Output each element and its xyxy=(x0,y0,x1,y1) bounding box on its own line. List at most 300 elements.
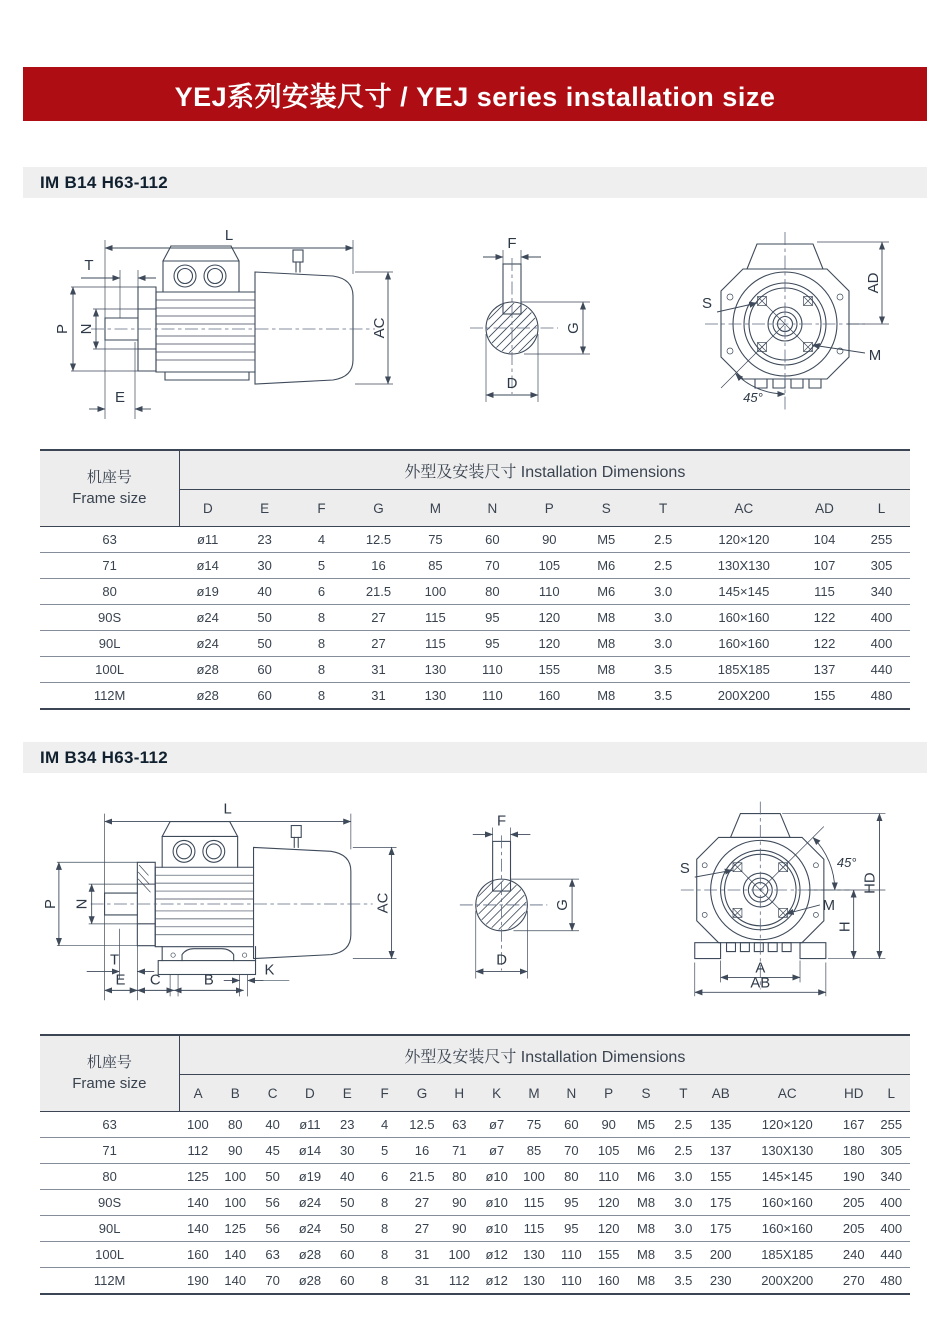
dimension-cell: M8 xyxy=(627,1242,664,1268)
dim-label-m: M xyxy=(822,897,835,914)
dimension-cell: 90 xyxy=(441,1216,478,1242)
frame-size-cell: 90L xyxy=(40,1216,179,1242)
dimension-cell: 60 xyxy=(236,657,293,683)
dimension-cell: 71 xyxy=(441,1138,478,1164)
dimension-cell: 8 xyxy=(366,1216,403,1242)
dimension-cell: 12.5 xyxy=(403,1112,440,1138)
dimension-cell: ø14 xyxy=(291,1138,328,1164)
dimension-cell: 115 xyxy=(407,605,464,631)
frame-size-cell: 80 xyxy=(40,1164,179,1190)
frame-size-cell: 112M xyxy=(93,688,126,703)
dimension-cell: 135 xyxy=(702,1112,739,1138)
dimension-cell: 63 xyxy=(254,1242,291,1268)
dimension-cell: 31 xyxy=(371,688,386,703)
dimension-cell: 8 xyxy=(366,1190,403,1216)
dimension-cell: 27 xyxy=(350,631,407,657)
dim-label-a: A xyxy=(755,960,765,977)
dimension-cell: 185X185 xyxy=(692,657,796,683)
dimension-cell: 137 xyxy=(796,657,853,683)
dimension-cell: 100 xyxy=(441,1242,478,1268)
installation-dimensions-header: 外型及安装尺寸 Installation Dimensions xyxy=(179,1035,910,1075)
dimension-cell: 122 xyxy=(796,631,853,657)
dim-label-ac: AC xyxy=(371,317,388,339)
dimension-cell: 3.0 xyxy=(635,579,692,605)
dimension-cell: M6 xyxy=(627,1164,664,1190)
frame-size-cell: 112M xyxy=(93,1273,126,1288)
dim-label-t: T xyxy=(109,952,120,969)
dimension-cell: 60 xyxy=(553,1112,590,1138)
dimension-cell: 75 xyxy=(407,527,464,553)
dimension-cell: ø11 xyxy=(291,1112,328,1138)
dimension-cell: 56 xyxy=(254,1190,291,1216)
dimension-cell: 5 xyxy=(293,553,350,579)
dim-label-k: K xyxy=(264,962,275,979)
dimension-cell: 200 xyxy=(702,1242,739,1268)
dimension-cell: 8 xyxy=(293,657,350,683)
drawing-b14-front-view xyxy=(677,212,907,422)
dimension-cell: 137 xyxy=(702,1138,739,1164)
dimension-cell: 85 xyxy=(515,1138,552,1164)
section-heading-bar xyxy=(23,742,927,773)
column-header-ac: AC xyxy=(739,1075,835,1112)
dimension-cell: 8 xyxy=(293,631,350,657)
dimension-cell: 400 xyxy=(853,631,910,657)
table-b14-wrap xyxy=(40,449,910,710)
dim-label-hd: HD xyxy=(862,872,879,894)
column-header-a: A xyxy=(179,1075,216,1112)
dimension-cell: 145×145 xyxy=(692,579,796,605)
dimension-cell: 95 xyxy=(464,631,521,657)
column-header-k: K xyxy=(478,1075,515,1112)
dimension-cell: ø24 xyxy=(291,1190,328,1216)
dimension-cell: 2.5 xyxy=(665,1138,702,1164)
dimension-cell: 110 xyxy=(481,688,503,703)
dimension-cell: 110 xyxy=(553,1242,590,1268)
dimension-cell: ø28 xyxy=(291,1242,328,1268)
dimension-cell: 155 xyxy=(702,1164,739,1190)
dimension-cell: 100 xyxy=(407,579,464,605)
column-header-m: M xyxy=(515,1075,552,1112)
dimension-cell: 205 xyxy=(835,1190,872,1216)
dimension-cell: 400 xyxy=(872,1190,910,1216)
dimension-cell: 100 xyxy=(515,1164,552,1190)
drawing-b34-front-view xyxy=(659,785,907,1005)
drawings-b34 xyxy=(43,779,907,1024)
dimension-cell: 40 xyxy=(254,1112,291,1138)
frame-size-cell: 63 xyxy=(40,1112,179,1138)
table-row xyxy=(40,683,910,710)
column-header-e: E xyxy=(329,1075,366,1112)
section-heading: IM B34 H63-112 xyxy=(40,747,168,767)
dimension-cell: 56 xyxy=(254,1216,291,1242)
dimension-cell: 130X130 xyxy=(739,1138,835,1164)
column-header-c: C xyxy=(254,1075,291,1112)
column-header-f: F xyxy=(366,1075,403,1112)
dimension-cell: ø19 xyxy=(291,1164,328,1190)
column-header-n: N xyxy=(553,1075,590,1112)
dim-label-m: M xyxy=(868,347,882,364)
dimension-cell: 31 xyxy=(403,1242,440,1268)
page-title-banner xyxy=(23,67,927,121)
dimension-cell: 340 xyxy=(853,579,910,605)
dimension-cell: 110 xyxy=(521,579,578,605)
dimension-cell: 50 xyxy=(329,1190,366,1216)
dimension-cell: ø11 xyxy=(179,527,236,553)
frame-size-cell: 71 xyxy=(40,1138,179,1164)
dimension-cell: 120 xyxy=(521,605,578,631)
dimension-cell: 95 xyxy=(553,1216,590,1242)
dim-label-e: E xyxy=(115,972,126,989)
dimension-cell: 190 xyxy=(835,1164,872,1190)
dimension-cell: 70 xyxy=(265,1273,280,1288)
dimension-cell: 105 xyxy=(521,553,578,579)
section-im-b14 xyxy=(23,167,927,710)
dimension-cell: 2.5 xyxy=(635,527,692,553)
drawing-b34-side-view xyxy=(43,779,440,1024)
dimension-cell: 6 xyxy=(293,579,350,605)
dimension-cell: 115 xyxy=(407,631,464,657)
dimension-cell: 160×160 xyxy=(739,1190,835,1216)
dimension-cell: 110 xyxy=(560,1273,582,1288)
table-row xyxy=(40,1268,910,1295)
dimension-cell: ø10 xyxy=(478,1190,515,1216)
dimension-cell: 200X200 xyxy=(717,688,770,703)
column-header-s: S xyxy=(627,1075,664,1112)
dimension-cell: 8 xyxy=(293,605,350,631)
dimension-cell: 80 xyxy=(217,1112,254,1138)
column-header-ad: AD xyxy=(796,490,853,527)
dimension-cell: 115 xyxy=(796,579,853,605)
dim-label-s: S xyxy=(679,861,690,878)
dimension-cell: 122 xyxy=(796,605,853,631)
dimensions-table-b34 xyxy=(40,1034,910,1295)
dimension-cell: M8 xyxy=(578,605,635,631)
dimension-cell: 4 xyxy=(293,527,350,553)
dim-label-g: G xyxy=(565,322,582,334)
dimension-cell: 27 xyxy=(350,605,407,631)
column-header-f: F xyxy=(293,490,350,527)
dimension-cell: ø12 xyxy=(478,1242,515,1268)
installation-dimensions-header: 外型及安装尺寸 Installation Dimensions xyxy=(179,450,910,490)
dimension-cell: 95 xyxy=(553,1190,590,1216)
dim-label-f: F xyxy=(507,235,517,252)
table-row xyxy=(40,1138,910,1164)
table-row xyxy=(40,1112,910,1138)
dimension-cell: 5 xyxy=(366,1138,403,1164)
page-title: YEJ系列安装尺寸 / YEJ series installation size xyxy=(174,81,776,112)
dimension-cell: 50 xyxy=(236,631,293,657)
column-header-d: D xyxy=(291,1075,328,1112)
dimension-cell: 75 xyxy=(515,1112,552,1138)
dimension-cell: 185X185 xyxy=(739,1242,835,1268)
dimension-cell: 160 xyxy=(538,688,561,703)
column-header-t: T xyxy=(665,1075,702,1112)
dimension-cell: 40 xyxy=(236,579,293,605)
dimension-cell: 70 xyxy=(553,1138,590,1164)
dimension-cell: 160 xyxy=(179,1242,216,1268)
dimension-cell: 155 xyxy=(813,688,836,703)
dimension-cell: 16 xyxy=(350,553,407,579)
dimension-cell: ø19 xyxy=(179,579,236,605)
dimension-cell: 130 xyxy=(523,1273,545,1288)
dimension-cell: M8 xyxy=(578,631,635,657)
dimension-cell: 160×160 xyxy=(692,605,796,631)
dimension-cell: 30 xyxy=(236,553,293,579)
column-header-t: T xyxy=(635,490,692,527)
dimension-cell: 90 xyxy=(441,1190,478,1216)
dimension-cell: 3.5 xyxy=(665,1242,702,1268)
dimension-cell: 440 xyxy=(853,657,910,683)
dimension-cell: M8 xyxy=(627,1190,664,1216)
column-header-h: H xyxy=(441,1075,478,1112)
dimension-cell: 70 xyxy=(464,553,521,579)
dimension-cell: 140 xyxy=(224,1273,247,1288)
dimension-cell: 85 xyxy=(407,553,464,579)
dim-label-s: S xyxy=(701,295,713,312)
table-row xyxy=(40,1190,910,1216)
frame-size-cell: 63 xyxy=(40,527,179,553)
dimension-cell: 100 xyxy=(217,1164,254,1190)
dimension-cell: 4 xyxy=(366,1112,403,1138)
table-row xyxy=(40,605,910,631)
dim-label-p: P xyxy=(43,899,59,909)
dimension-cell: 480 xyxy=(880,1273,903,1288)
dimension-cell: 8 xyxy=(366,1242,403,1268)
dimension-cell: 31 xyxy=(350,657,407,683)
dimension-cell: M5 xyxy=(578,527,635,553)
dimension-cell: 110 xyxy=(590,1164,627,1190)
dimension-cell: 3.5 xyxy=(674,1273,693,1288)
dimension-cell: 205 xyxy=(835,1216,872,1242)
table-row xyxy=(40,1216,910,1242)
dimension-cell: 200X200 xyxy=(761,1273,814,1288)
dimension-cell: 27 xyxy=(403,1190,440,1216)
dimension-cell: 140 xyxy=(217,1242,254,1268)
dimension-cell: M6 xyxy=(578,579,635,605)
dimension-cell: 400 xyxy=(872,1216,910,1242)
dimension-cell: 145×145 xyxy=(739,1164,835,1190)
column-header-n: N xyxy=(464,490,521,527)
dimension-cell: 3.0 xyxy=(635,605,692,631)
column-header-ac: AC xyxy=(692,490,796,527)
dimension-cell: 60 xyxy=(257,688,272,703)
column-header-b: B xyxy=(217,1075,254,1112)
dimension-cell: M5 xyxy=(627,1112,664,1138)
section-heading-bar xyxy=(23,167,927,198)
dim-label-ab: AB xyxy=(750,975,770,992)
dimension-cell: 30 xyxy=(329,1138,366,1164)
dimension-cell: 112 xyxy=(448,1273,470,1288)
dimension-cell: 400 xyxy=(853,605,910,631)
dimension-cell: 140 xyxy=(179,1190,216,1216)
dimension-cell: 104 xyxy=(796,527,853,553)
column-header-g: G xyxy=(350,490,407,527)
dimension-cell: 50 xyxy=(329,1216,366,1242)
dimension-cell: 16 xyxy=(403,1138,440,1164)
column-header-g: G xyxy=(403,1075,440,1112)
dimension-cell: 31 xyxy=(414,1273,430,1288)
frame-size-cell: 90S xyxy=(40,605,179,631)
frame-size-header: 机座号 Frame size xyxy=(40,450,179,527)
dim-label-t: T xyxy=(84,257,94,274)
dimension-cell: 80 xyxy=(441,1164,478,1190)
dimension-cell: ø12 xyxy=(485,1273,508,1288)
dim-label-d: D xyxy=(496,952,508,969)
dimensions-table-b14 xyxy=(40,449,910,710)
dimension-cell: ø14 xyxy=(179,553,236,579)
dimension-cell: 340 xyxy=(872,1164,910,1190)
dimension-cell: ø7 xyxy=(478,1138,515,1164)
column-header-hd: HD xyxy=(835,1075,872,1112)
column-header-s: S xyxy=(578,490,635,527)
dimension-cell: 230 xyxy=(709,1273,732,1288)
table-row xyxy=(40,1164,910,1190)
dimension-cell: 90 xyxy=(521,527,578,553)
dim-label-c: C xyxy=(149,972,161,989)
drawing-b14-side-view xyxy=(43,204,443,439)
frame-size-cell: 90S xyxy=(40,1190,179,1216)
table-row xyxy=(40,657,910,683)
column-header-e: E xyxy=(236,490,293,527)
dimension-cell: ø28 xyxy=(179,657,236,683)
dimension-cell: 2.5 xyxy=(635,553,692,579)
dimension-cell: 60 xyxy=(340,1273,355,1288)
dimension-cell: M6 xyxy=(578,553,635,579)
dimension-cell: 12.5 xyxy=(350,527,407,553)
dimension-cell: 21.5 xyxy=(350,579,407,605)
dimension-cell: 23 xyxy=(236,527,293,553)
dimension-cell: ø10 xyxy=(478,1216,515,1242)
dimension-cell: 175 xyxy=(702,1190,739,1216)
dimension-cell: 167 xyxy=(835,1112,872,1138)
dim-label-p: P xyxy=(54,323,71,335)
dimension-cell: 105 xyxy=(590,1138,627,1164)
drawing-b34-shaft-section xyxy=(440,793,658,1003)
dimension-cell: 125 xyxy=(179,1164,216,1190)
dim-label-n: N xyxy=(78,323,95,335)
table-row xyxy=(40,527,910,553)
dimension-cell: 130X130 xyxy=(692,553,796,579)
angle-label: 45° xyxy=(836,855,857,871)
dimension-cell: ø10 xyxy=(478,1164,515,1190)
dimension-cell: 120×120 xyxy=(692,527,796,553)
dimension-cell: 21.5 xyxy=(403,1164,440,1190)
drawings-b14 xyxy=(43,204,907,439)
column-header-p: P xyxy=(521,490,578,527)
dimension-cell: M6 xyxy=(627,1138,664,1164)
dimension-cell: 112 xyxy=(179,1138,216,1164)
dimension-cell: 60 xyxy=(464,527,521,553)
dimension-cell: M8 xyxy=(597,688,616,703)
dimension-cell: 480 xyxy=(870,688,893,703)
table-b34-wrap xyxy=(40,1034,910,1295)
section-im-b34 xyxy=(23,742,927,1295)
dim-label-f: F xyxy=(497,813,507,830)
dim-label-ac: AC xyxy=(375,892,392,914)
dimension-cell: 8 xyxy=(317,688,326,703)
dim-label-b: B xyxy=(203,972,214,989)
dimension-cell: 120 xyxy=(521,631,578,657)
dimension-cell: 45 xyxy=(254,1138,291,1164)
dimension-cell: 180 xyxy=(835,1138,872,1164)
dimension-cell: ø24 xyxy=(291,1216,328,1242)
dimension-cell: 90 xyxy=(217,1138,254,1164)
column-header-l: L xyxy=(853,490,910,527)
dim-label-g: G xyxy=(555,899,572,911)
dimension-cell: 115 xyxy=(515,1216,552,1242)
dimension-cell: ø28 xyxy=(298,1273,322,1288)
dimension-cell: M8 xyxy=(636,1273,656,1288)
dimension-cell: ø28 xyxy=(196,688,219,703)
frame-size-cell: 80 xyxy=(40,579,179,605)
dimension-cell: 130 xyxy=(407,657,464,683)
dim-label-l: L xyxy=(223,801,232,818)
dimension-cell: 160×160 xyxy=(692,631,796,657)
column-header-d: D xyxy=(179,490,236,527)
dimension-cell: 3.0 xyxy=(635,631,692,657)
frame-size-cell: 71 xyxy=(40,553,179,579)
dimension-cell: M8 xyxy=(627,1216,664,1242)
dimension-cell: 6 xyxy=(366,1164,403,1190)
dimension-cell: 240 xyxy=(835,1242,872,1268)
dimension-cell: 3.0 xyxy=(665,1190,702,1216)
dimension-cell: 270 xyxy=(842,1273,865,1288)
column-header-l: L xyxy=(872,1075,910,1112)
dimension-cell: 8 xyxy=(380,1273,389,1288)
table-row xyxy=(40,631,910,657)
dimension-cell: 190 xyxy=(187,1273,209,1288)
dimension-cell: 80 xyxy=(464,579,521,605)
dim-label-l: L xyxy=(224,227,234,244)
dimension-cell: 120 xyxy=(590,1190,627,1216)
dimension-cell: ø24 xyxy=(179,631,236,657)
table-row xyxy=(40,1242,910,1268)
dimension-cell: 100 xyxy=(217,1190,254,1216)
dimension-cell: 115 xyxy=(515,1190,552,1216)
dimension-cell: 50 xyxy=(254,1164,291,1190)
drawing-b14-shaft-section xyxy=(450,216,670,426)
dim-label-e: E xyxy=(114,389,126,406)
dimension-cell: 3.0 xyxy=(665,1216,702,1242)
dimension-cell: 305 xyxy=(872,1138,910,1164)
dimension-cell: 100 xyxy=(179,1112,216,1138)
dimension-cell: 130 xyxy=(424,688,447,703)
dimension-cell: 23 xyxy=(329,1112,366,1138)
frame-size-header: 机座号 Frame size xyxy=(40,1035,179,1112)
dimension-cell: 63 xyxy=(441,1112,478,1138)
dimension-cell: 27 xyxy=(403,1216,440,1242)
dim-label-ad: AD xyxy=(865,272,882,294)
dimension-cell: 155 xyxy=(521,657,578,683)
frame-size-cell: 100L xyxy=(40,657,179,683)
dimension-cell: 255 xyxy=(872,1112,910,1138)
dimension-cell: 110 xyxy=(464,657,521,683)
dimension-cell: 140 xyxy=(179,1216,216,1242)
dim-label-d: D xyxy=(506,375,518,392)
dimension-cell: 125 xyxy=(217,1216,254,1242)
frame-size-cell: 90L xyxy=(40,631,179,657)
dimension-cell: ø24 xyxy=(179,605,236,631)
dimension-cell: 305 xyxy=(853,553,910,579)
column-header-ab: AB xyxy=(702,1075,739,1112)
dimension-cell: 440 xyxy=(872,1242,910,1268)
dimension-cell: 50 xyxy=(236,605,293,631)
column-header-p: P xyxy=(590,1075,627,1112)
dimension-cell: M8 xyxy=(578,657,635,683)
dimension-cell: 155 xyxy=(590,1242,627,1268)
dimension-cell: 120 xyxy=(590,1216,627,1242)
dimension-cell: 175 xyxy=(702,1216,739,1242)
